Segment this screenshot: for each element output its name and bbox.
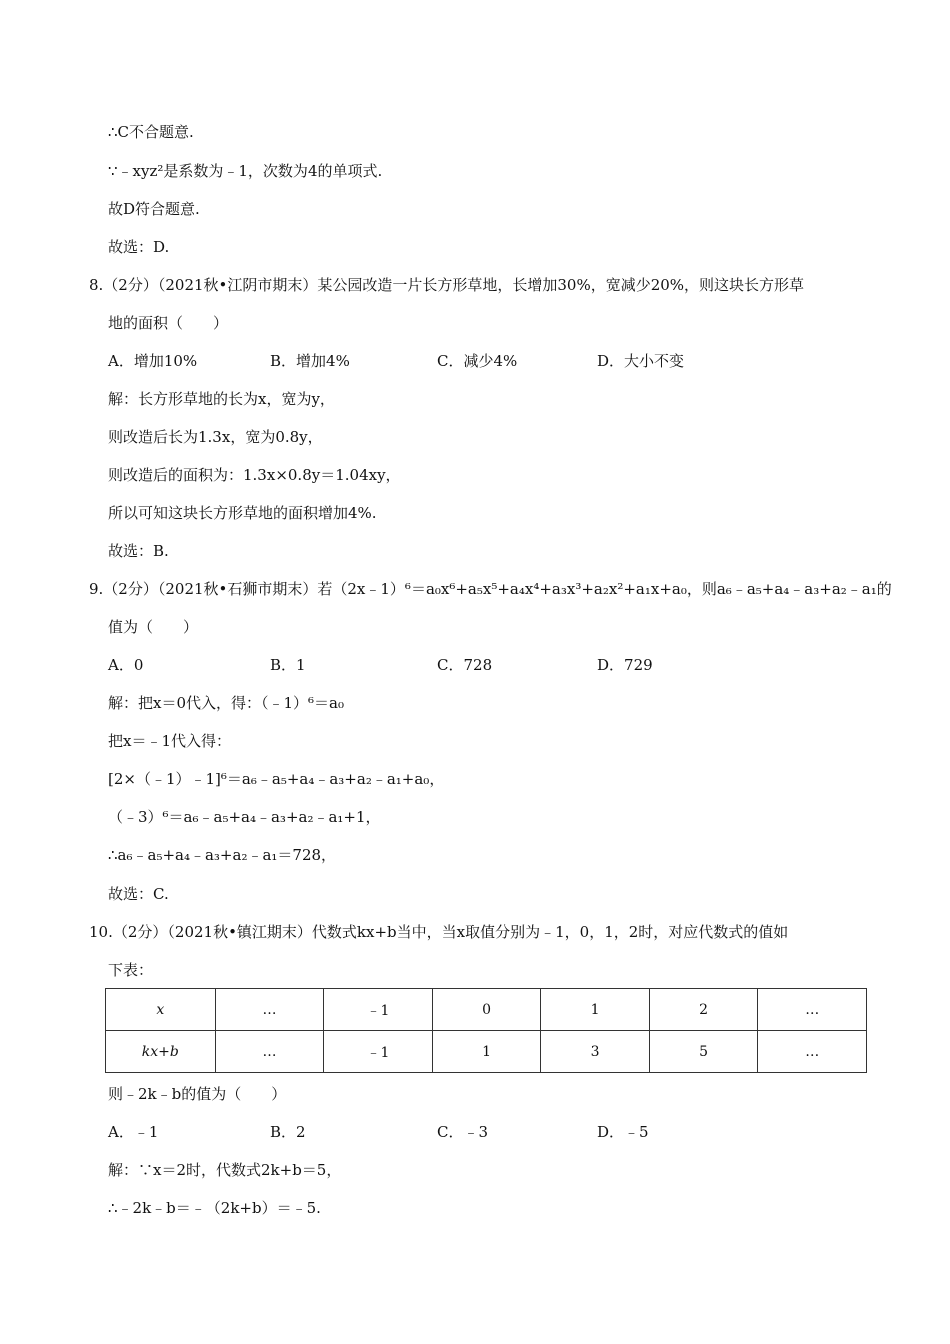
q7-reason-d: ∵﹣xyz²是系数为﹣1，次数为4的单项式.: [108, 162, 383, 180]
q9-stem: 9.（2分）（2021秋•石狮市期末）若（2x﹣1）⁶＝a₀x⁶+a₅x⁵+a₄x⁴+a₃x³+a₂x²+a₁x+a₀，则a₆﹣a₅+a₄﹣a₃+a₂﹣a₁的: [89, 580, 892, 598]
q10-option-d: D．﹣5: [597, 1123, 649, 1141]
table-row: [106, 1031, 867, 1073]
q7-conclusion-d: 故D符合题意.: [108, 200, 200, 218]
q8-solution-line: 所以可知这块长方形草地的面积增加4%.: [108, 504, 377, 522]
q7-answer: 故选：D.: [108, 238, 170, 256]
q8-stem: 8.（2分）（2021秋•江阴市期末）某公园改造一片长方形草地，长增加30%，宽减少20%，则这块长方形草: [89, 276, 805, 294]
table-cell: 5: [649, 1031, 758, 1073]
table-cell: 3: [541, 1031, 650, 1073]
q8-stem-cont: 地的面积（ ）: [108, 314, 229, 332]
table-cell: 1: [432, 1031, 541, 1073]
q10-stem: 10.（2分）（2021秋•镇江期末）代数式kx+b当中，当x取值分别为﹣1，0，1，2时，对应代数式的值如: [89, 923, 789, 941]
q10-question: 则﹣2k﹣b的值为（ ）: [108, 1085, 287, 1103]
q9-solution-line: 把x＝﹣1代入得：: [108, 732, 232, 750]
table-cell: 2: [649, 989, 758, 1031]
table-cell: kx+b: [106, 1031, 216, 1073]
value-table: [105, 988, 867, 1073]
q10-option-c: C．﹣3: [437, 1123, 489, 1141]
table-cell: 0: [432, 989, 541, 1031]
q9-option-b: B．1: [270, 656, 306, 674]
q8-solution-line: 则改造后长为1.3x，宽为0.8y，: [108, 428, 323, 446]
table-cell: 1: [541, 989, 650, 1031]
q9-stem-cont: 值为（ ）: [108, 618, 199, 636]
q10-option-a: A．﹣1: [108, 1123, 159, 1141]
table-cell: …: [215, 989, 324, 1031]
q9-option-d: D．729: [597, 656, 653, 674]
q8-solution-line: 则改造后的面积为：1.3x×0.8y＝1.04xy，: [108, 466, 401, 484]
q9-solution-line: [2×（﹣1）﹣1]⁶＝a₆﹣a₅+a₄﹣a₃+a₂﹣a₁+a₀，: [108, 770, 445, 788]
q9-solution-line: 解：把x＝0代入，得：（﹣1）⁶＝a₀: [108, 694, 345, 712]
q8-option-d: D．大小不变: [597, 352, 685, 370]
q9-solution-line: （﹣3）⁶＝a₆﹣a₅+a₄﹣a₃+a₂﹣a₁+1，: [108, 808, 381, 826]
q8-option-b: B．增加4%: [270, 352, 350, 370]
q8-option-c: C．减少4%: [437, 352, 518, 370]
table-cell: x: [106, 989, 216, 1031]
q9-option-a: A．0: [108, 656, 144, 674]
q9-option-c: C．728: [437, 656, 493, 674]
table-row: [106, 989, 867, 1031]
q8-option-a: A．增加10%: [108, 352, 198, 370]
q10-stem-cont: 下表：: [108, 961, 154, 979]
table-cell: …: [215, 1031, 324, 1073]
table-cell: ﹣1: [324, 989, 433, 1031]
q10-solution-line: ∴﹣2k﹣b＝﹣（2k+b）＝﹣5.: [108, 1199, 321, 1217]
q8-answer: 故选：B.: [108, 542, 169, 560]
q7-conclusion-c: ∴C不合题意.: [108, 123, 194, 141]
table-cell: …: [758, 1031, 867, 1073]
q8-solution-line: 解：长方形草地的长为x，宽为y，: [108, 390, 335, 408]
table-cell: ﹣1: [324, 1031, 433, 1073]
q10-solution-line: 解：∵x＝2时，代数式2k+b＝5，: [108, 1161, 342, 1179]
table-cell: …: [758, 989, 867, 1031]
q9-solution-line: ∴a₆﹣a₅+a₄﹣a₃+a₂﹣a₁＝728，: [108, 846, 337, 864]
q10-option-b: B．2: [270, 1123, 306, 1141]
q9-answer: 故选：C.: [108, 885, 169, 903]
